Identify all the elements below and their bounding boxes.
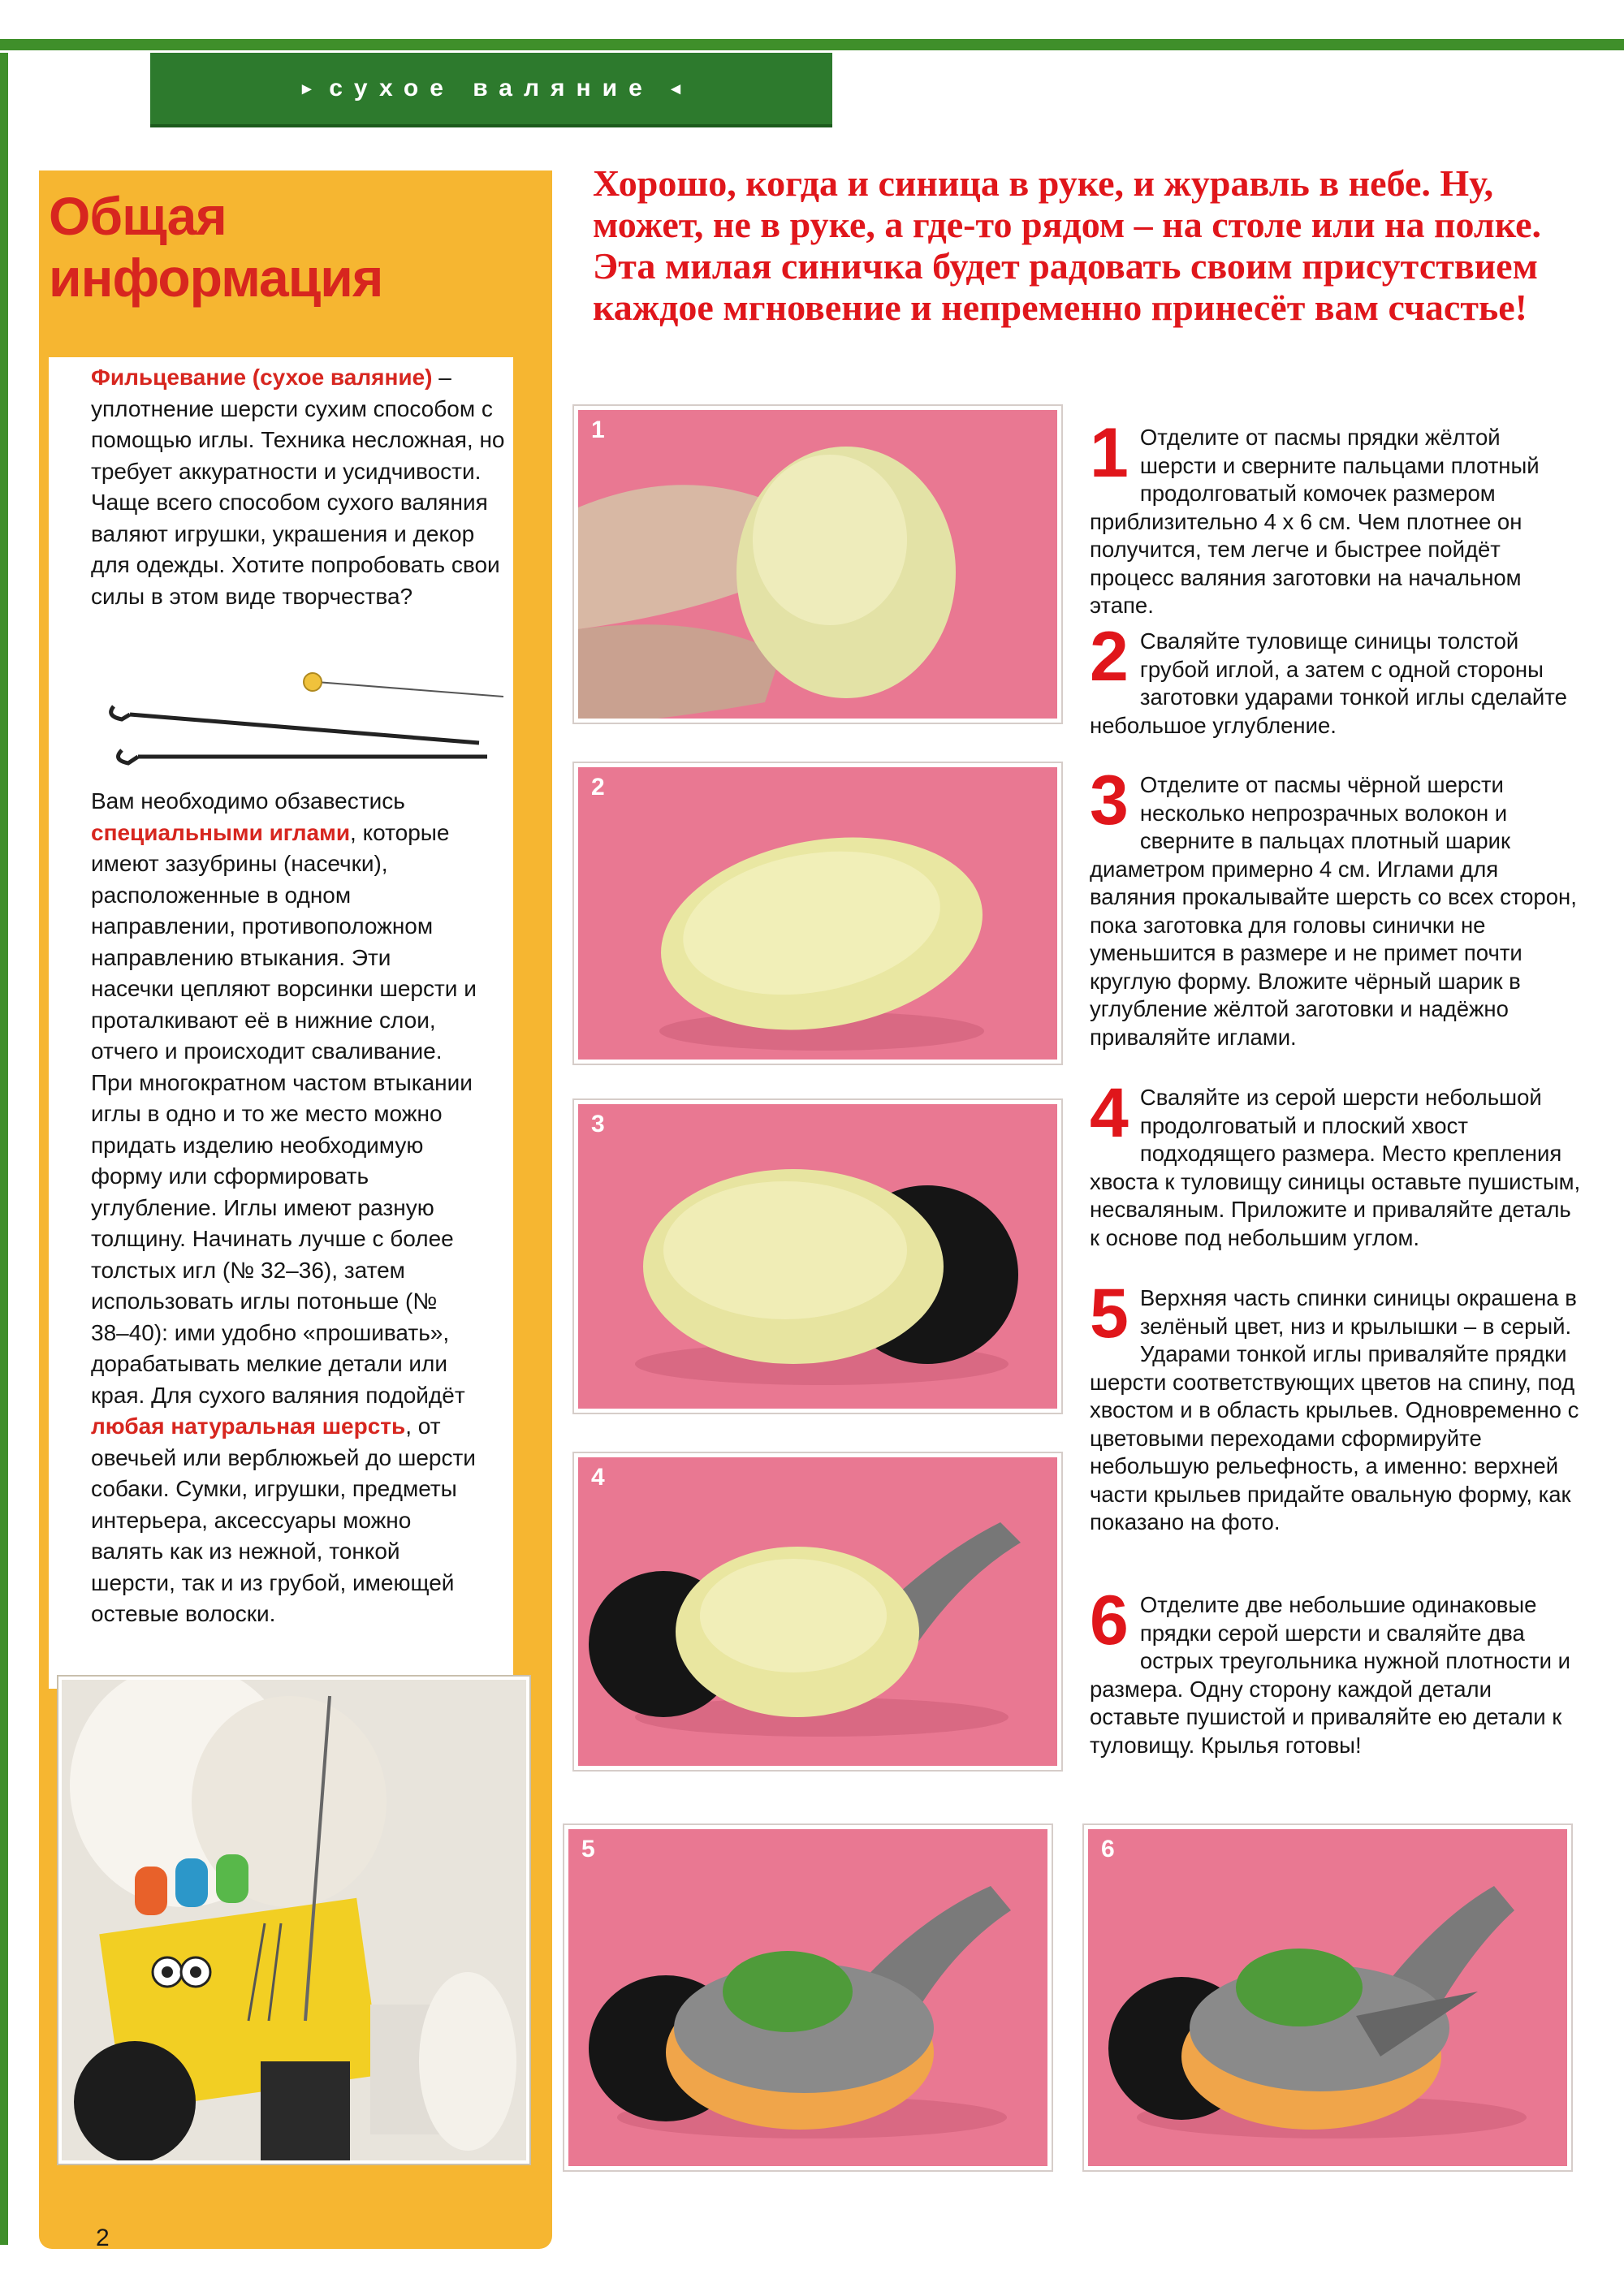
arrow-right-icon: ▸ xyxy=(302,78,312,98)
step-photo-3: 3 xyxy=(574,1100,1061,1413)
step-6: 6 Отделите две небольшие одинаковые прядки серой шерсти и сваляйте два острых треугольника нужной плотности и размера. Одну сторону каждой детали оставьте пушистой и приваляйте ею детали к туловищу. Крылья готовы! xyxy=(1090,1582,1571,1758)
step-number: 1 xyxy=(1090,414,1129,492)
sidebar-title: Общая информация xyxy=(49,186,383,308)
felting-tools-photo xyxy=(58,1677,529,2164)
step-photo-4: 4 xyxy=(574,1453,1061,1770)
term-highlight: Фильцевание (сухое валяние) xyxy=(91,365,433,390)
section-header xyxy=(150,53,832,124)
step-photo-1: 1 xyxy=(574,406,1061,723)
step-4: 4 Сваляйте из серой шерсти небольшой продолговатый и плоский хвост подходящего размера. Место крепления хвоста к туловищу синицы оставьте пушистым, несваляным. Приложите и приваляйте деталь к основе под небольшим углом. xyxy=(1090,1074,1581,1250)
left-green-edge xyxy=(0,53,8,2245)
arrow-left-icon: ◂ xyxy=(671,78,680,98)
sidebar-paragraph-2: Вам необходимо обзавестись специальными иглами, которые имеют зазубрины (насечки), расположенные в одном направлении, противоположном направлению втыкания. Эти насечки цепляют ворсинки шерсти и проталкивают её в нижние слои, отчего и происходит свaливание. При многократном частом втыкании иглы в одно и то же место можно придать изделию необходимую форму или сформировать углубление. Иглы имеют разную толщину. Начинать лучше с более толстых игл (№ 32–36), затем использовать иглы потоньше (№ 38–40): ими удобно «прошивать», дорабатывать мелкие детали или края. Для сухого валяния подойдёт любая натуральная шерсть, от овечьей или верблюжьей до шерсти собаки. Сумки, игрушки, предметы интерьера, аксессуары можно валять как из нежной, тонкой шерсти, так и из грубой, имеющей остевые волоски. xyxy=(91,788,477,1626)
step-number: 4 xyxy=(1090,1074,1129,1152)
step-1: 1 Отделите от пасмы прядки жёлтой шерсти и сверните пальцами плотный продолговатый комочек размером приблизительно 4 х 6 см. Чем плотнее он получится, тем легче и быстрее пойдёт процесс валяния заготовки на начальном этапе. xyxy=(1090,414,1540,618)
step-5: 5 Верхняя часть спинки синицы окрашена в зелёный цвет, низ и крылышки – в серый. Ударами тонкой иглы приваляйте прядки шерсти соответствующих цветов на спину, под хвостом и в область крыльев. Одновременно с цветовыми переходами сформируйте небольшую рельефность, а именно: верхней части крыльев придайте овальную форму, как показано на фото. xyxy=(1090,1275,1579,1534)
section-title: сухое валяние xyxy=(329,75,654,101)
step-3: 3 Отделите от пасмы чёрной шерсти несколько непрозрачных волокон и сверните в пальцах плотный шарик диаметром примерно 4 см. Иглами для валяния прокалывайте шерсть со всех сторон, пока заготовка для головы синички не уменьшится в размере и не примет почти круглую форму. Вложите чёрный шарик в углубление жёлтой заготовки и надёжно приваляйте иглами. xyxy=(1090,762,1577,1050)
step-photo-6: 6 xyxy=(1084,1825,1571,2170)
step-2: 2 Сваляйте туловище синицы толстой грубой иглой, а затем с одной стороны заготовки ударами тонкой иглы сделайте небольшое углубление. xyxy=(1090,618,1567,738)
step-number: 6 xyxy=(1090,1582,1129,1659)
felting-needles-illustration xyxy=(97,666,503,779)
step-photo-2: 2 xyxy=(574,763,1061,1064)
top-green-bar xyxy=(0,39,1624,50)
intro-headline: Хорошо, когда и синица в руке, и журавль в небе. Ну, может, не в руке, а где-то рядом – на столе или на полке. Эта милая синичка будет радовать своим присутствием каждое мгновение и непременно принесёт вам счастье! xyxy=(593,162,1542,328)
page-number: 2 xyxy=(96,2225,110,2251)
step-number: 3 xyxy=(1090,762,1129,839)
step-number: 2 xyxy=(1090,618,1129,696)
sidebar-paragraph-1: Фильцевание (сухое валяние) – уплотнение шерсти сухим способом с помощью иглы. Техника несложная, но требует аккуратности и усидчивости. Чаще всего способом сухого валяния валяют игрушки, украшения и декор для одежды. Хотите попробовать свои силы в этом виде творчества? xyxy=(91,365,505,609)
step-number: 5 xyxy=(1090,1275,1129,1353)
step-photo-5: 5 xyxy=(564,1825,1052,2170)
